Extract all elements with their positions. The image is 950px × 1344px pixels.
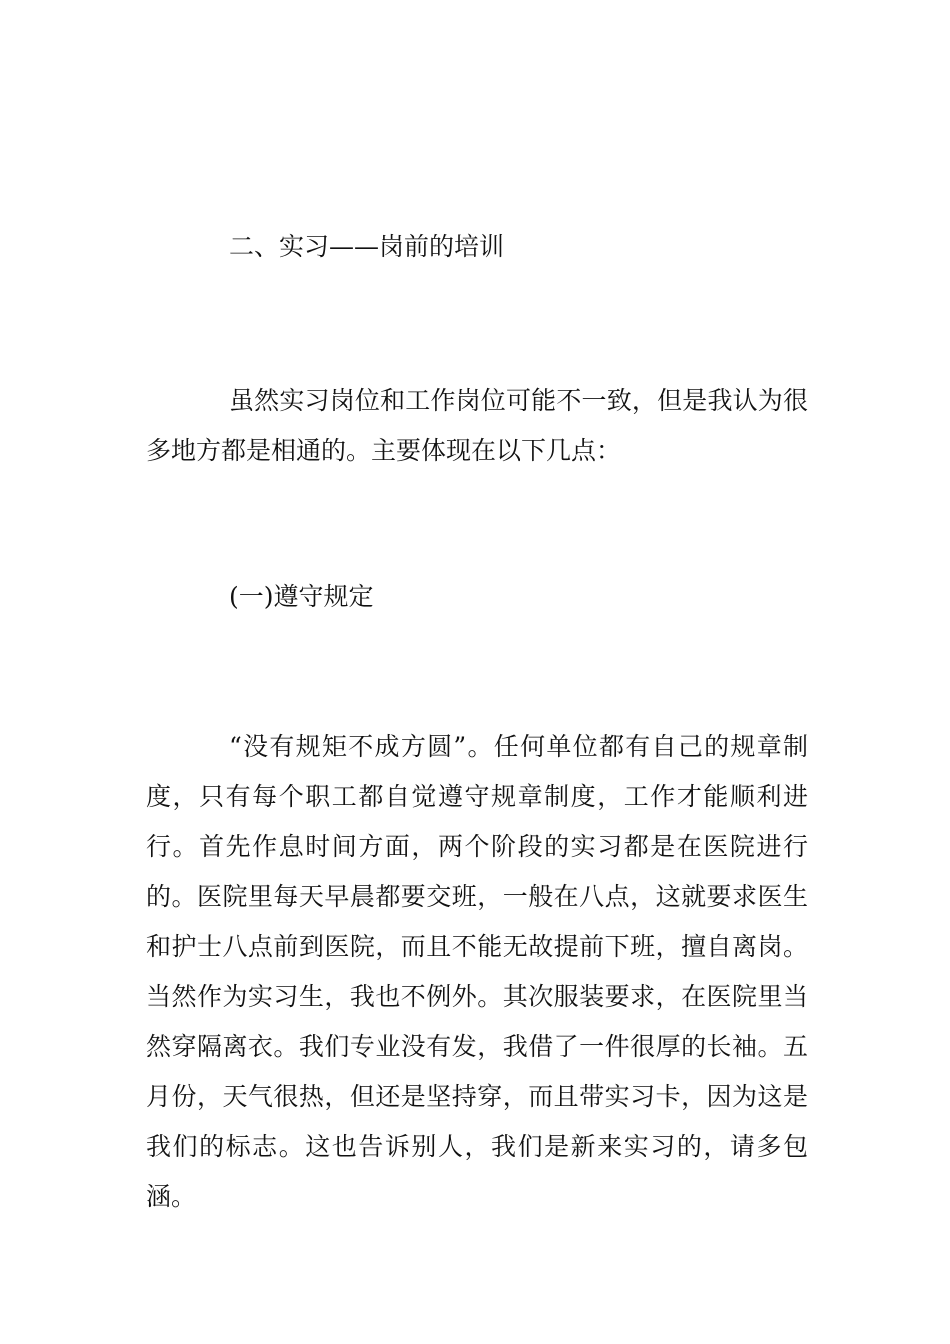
subsection-heading: (一)遵守规定 — [229, 582, 374, 611]
body-paragraph: “没有规矩不成方圆”。任何单位都有自己的规章制度，只有每个职工都自觉遵守规章制度，工作才能顺利进行。首先作息时间方面，两个阶段的实习都是在医院进行的。医院里每天早晨都要交班，一般在八点，这就要求医生和护士八点前到医院，而且不能无故提前下班，擅自离岗。当然作为实习生，我也不例外。其次服装要求，在医院里当然穿隔离衣。我们专业没有发，我借了一件很厚的长袖。五月份，天气很热，但还是坚持穿，而且带实习卡，因为这是我们的标志。这也告诉别人，我们是新来实习的，请多包涵。 — [146, 732, 808, 1211]
intro-paragraph: 虽然实习岗位和工作岗位可能不一致，但是我认为很多地方都是相通的。主要体现在以下几点： — [146, 386, 808, 465]
section-heading: 二、实习——岗前的培训 — [229, 232, 505, 261]
